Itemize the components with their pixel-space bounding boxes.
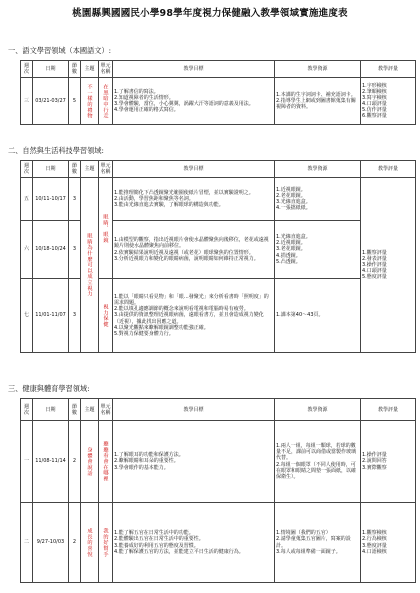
header-objectives: 教學目標: [113, 399, 275, 421]
unit-text: 眼睛、眼鏡: [102, 213, 109, 243]
unit-cell: [99, 279, 113, 353]
theme-text: 眼睛為什麼可以成立視力: [86, 233, 93, 297]
unit-text: 我的好幫手: [102, 528, 109, 557]
unit-cell: [99, 503, 113, 583]
table-row: [21, 178, 416, 221]
theme-cell: [81, 78, 99, 125]
date-cell: 9/27-10/03: [33, 503, 69, 583]
date-cell: 10/18-10/24: [33, 221, 69, 279]
date-cell: 10/11-10/17: [33, 178, 69, 221]
table-chinese: [20, 60, 416, 125]
table-header-row: [21, 61, 416, 78]
week-cell: 三: [21, 78, 33, 125]
objectives-cell: 1.了解眼耳的功能和保護方法。 2.瞭解眼睛和耳朵的重要性。 3.學會眼作的基本能力。: [113, 421, 275, 503]
objectives-cell: 1.了解書信的寫法。 2.知道視障者的生活情形。 3.學會體驗，當位，小心翼翼，涡躍大汗等語詞的意義及用法。 4.學會運用正確的格式寫信。: [113, 78, 275, 125]
resources-cell: 1.近視眼鏡。 2.老花眼鏡。 3.光線直進盒。 4.一張擋紙紙。: [275, 178, 361, 221]
table-row: [21, 78, 416, 125]
objectives-cell: 1.能推理簡化下凸透鏡聚光範圍使紙片冒煙，並以實驗證明之。 2.由活動，學習焦距和聚焦等名詞。 3.能由光線直進去實驗，了解眼球的構造與功能。: [113, 178, 275, 221]
week-cell: 六: [21, 221, 33, 279]
unit-cell: [99, 421, 113, 503]
header-resources: 教學資源: [275, 61, 361, 78]
table-science: [20, 160, 416, 353]
header-resources: 教學資源: [275, 399, 361, 421]
theme-cell: [81, 178, 99, 353]
periods-cell: 3: [69, 221, 81, 279]
week-cell: 一: [21, 421, 33, 503]
resources-cell: 1.課本第40～43頁。: [275, 279, 361, 353]
periods-cell: 3: [69, 279, 81, 353]
header-week: 週 次: [21, 399, 33, 421]
section-heading-science: 二、自然與生活科技學習領域:: [8, 146, 104, 155]
theme-text: 不一樣的禮物: [86, 83, 93, 119]
date-cell: 11/01-11/07: [33, 279, 69, 353]
header-assessment: 教學評量: [361, 161, 416, 178]
table-header-row: [21, 399, 416, 421]
header-resources: 教學資源: [275, 161, 361, 178]
header-week: 週 次: [21, 61, 33, 78]
header-theme: 主題: [81, 61, 99, 78]
assessment-cell: 1.觀察評量 2.發表評量 3.操作評量 4.口頭評量 5.態度評量: [361, 178, 416, 353]
section-heading-health: 三、健康與體育學習領域:: [8, 384, 90, 393]
header-periods: 節 數: [69, 399, 81, 421]
header-unit: 單元 名稱: [99, 61, 113, 78]
theme-text: 成長的喜悅: [86, 528, 93, 557]
header-date: 日期: [33, 399, 69, 421]
header-assessment: 教學評量: [361, 61, 416, 78]
periods-cell: 2: [69, 503, 81, 583]
week-cell: 二: [21, 503, 33, 583]
header-date: 日期: [33, 161, 69, 178]
header-unit: 單元 名稱: [99, 161, 113, 178]
table-row: [21, 421, 416, 503]
unit-text: 在黑暗中行走: [102, 83, 109, 119]
header-periods: 節 數: [69, 161, 81, 178]
table-header-row: [21, 161, 416, 178]
periods-cell: 5: [69, 78, 81, 125]
header-assessment: 教學評量: [361, 399, 416, 421]
table-row: [21, 503, 416, 583]
table-row: [21, 279, 416, 353]
unit-cell: [99, 78, 113, 125]
week-cell: 七: [21, 279, 33, 353]
theme-text: 身體會說話: [86, 447, 93, 476]
document-title: 桃園縣興國國民小學98學年度視力保健融入教學領域實施進度表: [72, 8, 348, 19]
header-periods: 節 數: [69, 61, 81, 78]
theme-cell: [81, 503, 99, 583]
unit-text: 聽聽看會在哪裡: [102, 441, 109, 482]
resources-cell: 1.本課的生字詞詞卡、補充語詞卡。 2.指導學生上網或到圖書館蒐集有關視障者的資料。: [275, 78, 361, 125]
assessment-cell: 1.操作評量 2.說問回答 3.實際觀察: [361, 421, 416, 503]
resources-cell: 1.兩人一組，每組一顆球，若球的數量不足，課前可以商借或當製作玻璃代替。 2.每組一個眼罩（不同人使用時，可在眼罩和眼睛之間墊一張面紙，以確保衛生）。: [275, 421, 361, 503]
objectives-cell: 1.能以「眼睛只看見物」和「眼…發聚光」來分析看書時「照明度」的需求問題。 2.能以填孔適應調節的概念來說明看電視和電腦時易有疲勞。 3.由提供的資訊整理近視眼病菌，遠眼看書方，並且會造成視力變化（近視），據此找出因應之道。 4.以聚光觀點來瞭解眼鏡調整功能強正確。 5.對視力保健要身體力行。: [113, 279, 275, 353]
periods-cell: 3: [69, 178, 81, 221]
table-health: [20, 398, 416, 583]
date-cell: 03/21-03/27: [33, 78, 69, 125]
unit-cell: [99, 178, 113, 279]
header-theme: 主題: [81, 161, 99, 178]
unit-text: 視力保健: [102, 303, 109, 328]
week-cell: 五: [21, 178, 33, 221]
header-objectives: 教學目標: [113, 61, 275, 78]
resources-cell: 1.光線直進盒。 2.近視眼鏡。 3.老花眼鏡。 4.捐透鏡。 5.凸透鏡。: [275, 221, 361, 279]
header-date: 日期: [33, 61, 69, 78]
header-objectives: 教學目標: [113, 161, 275, 178]
header-theme: 主題: [81, 399, 99, 421]
objectives-cell: 1.由模型的觀察，指出近視眼片會使水晶體聚焦向後移位，老花或遠視鏡片則使水晶體聚焦向前移位。 2.依實驗結果說明近視及遠視（或老花）眼球聚焦的位置情形。 3.分析近視眼力和變化的眼睛病菌，說明眼睛如何維持正常視力。: [113, 221, 275, 279]
header-unit: 單元 名稱: [99, 399, 113, 421]
objectives-cell: 1.能了解五官在日常生活中的功能。 2.能體驗出五官在日常生活中的重要性。 3.能養成好的利用五官的態度及習慣。 4.能了解保護五官的方法，並能建立平日生活的健康行為。: [113, 503, 275, 583]
assessment-cell: 1.觀察檢核 2.行為檢核 3.態度評量 4.口語檢核: [361, 503, 416, 583]
date-cell: 11/08-11/14: [33, 421, 69, 503]
resources-cell: 1.情境圖（我們的五官） 2.請學童蒐集五官圖片，寫案的設計。 3.每人或每組準備一面鏡子。: [275, 503, 361, 583]
table-row: [21, 221, 416, 279]
section-heading-chinese: 一、語文學習領域（本國語文）:: [8, 46, 112, 55]
header-week: 週 次: [21, 161, 33, 178]
periods-cell: 2: [69, 421, 81, 503]
assessment-cell: 1.字形檢核 2.筆順檢核 3.寫字檢核 4.口頭評量 5.仿作評量 6.觀察評量: [361, 78, 416, 125]
theme-cell: [81, 421, 99, 503]
